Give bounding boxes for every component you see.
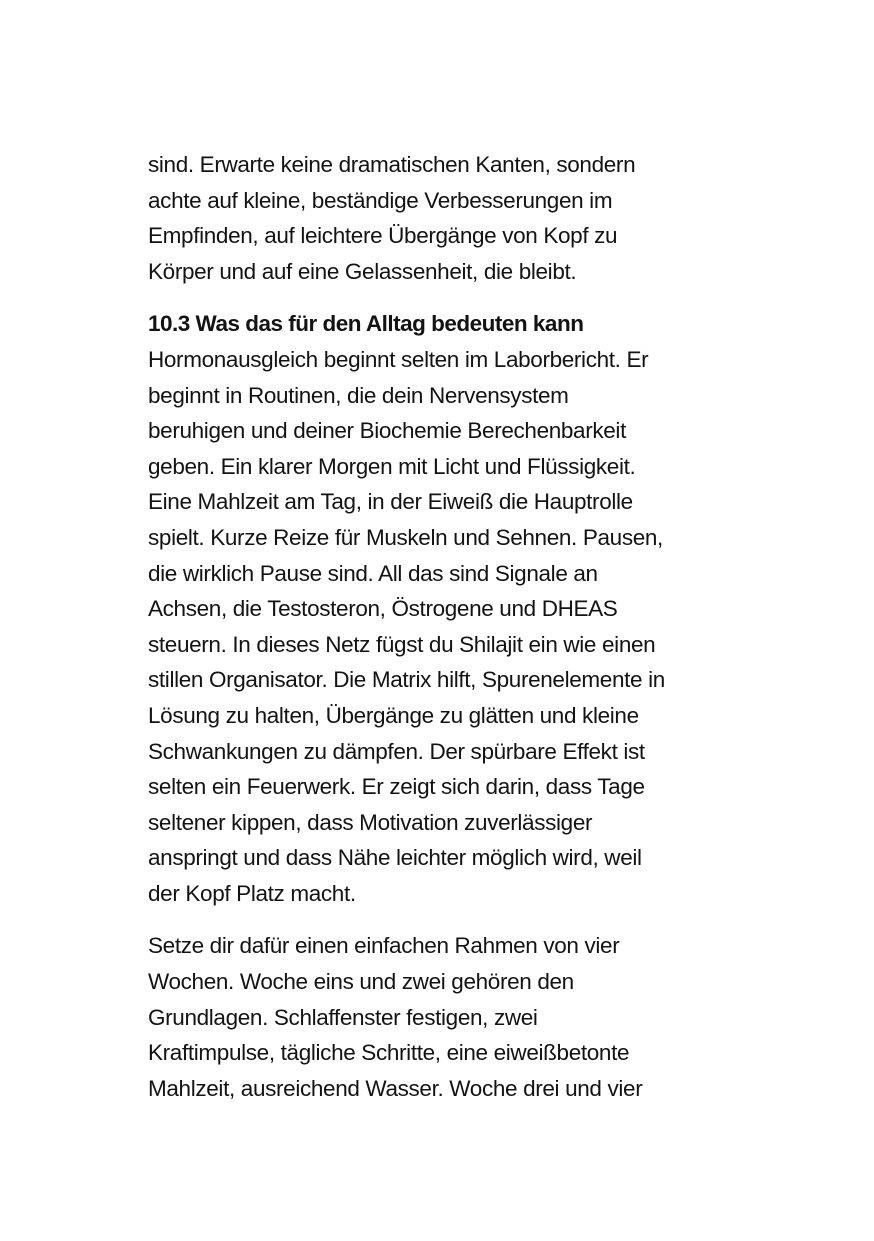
text-line: Empfinden, auf leichtere Übergänge von Kopf zu [148,223,618,249]
text-line: Lösung zu halten, Übergänge zu glätten und kleine [148,702,639,728]
section-10-3 [148,306,734,911]
text-line: der Kopf Platz macht. [148,880,356,906]
text-line: beruhigen und deiner Biochemie Berechenbarkeit [148,418,626,444]
paragraph-continuation [148,147,734,289]
text-line: geben. Ein klarer Morgen mit Licht und Flüssigkeit. [148,453,636,479]
text-line: Hormonausgleich beginnt selten im Laborbericht. Er [148,346,649,372]
text-line: Achsen, die Testosteron, Östrogene und DHEAS [148,596,618,622]
text-line: Wochen. Woche eins und zwei gehören den [148,969,574,995]
text-line: Körper und auf eine Gelassenheit, die bleibt. [148,258,577,284]
text-line: Grundlagen. Schlaffenster festigen, zwei [148,1004,538,1030]
text-line: steuern. In dieses Netz fügst du Shilajit ein wie einen [148,631,656,657]
text-line: Eine Mahlzeit am Tag, in der Eiweiß die Hauptrolle [148,489,633,515]
text-line: die wirklich Pause sind. All das sind Signale an [148,560,598,586]
text-line: selten ein Feuerwerk. Er zeigt sich darin, dass Tage [148,774,645,800]
text-line: Mahlzeit, ausreichend Wasser. Woche drei und vier [148,1075,643,1101]
text-line: beginnt in Routinen, die dein Nervensystem [148,382,569,408]
section-heading: 10.3 Was das für den Alltag bedeuten kann [148,311,584,337]
text-line: anspringt und dass Nähe leichter möglich wird, weil [148,845,642,871]
paragraph-four-week-plan [148,928,734,1106]
text-line: spielt. Kurze Reize für Muskeln und Sehnen. Pausen, [148,524,663,550]
text-line: sind. Erwarte keine dramatischen Kanten, sondern [148,152,636,177]
text-line: stillen Organisator. Die Matrix hilft, Spurenelemente in [148,667,665,693]
text-line: Kraftimpulse, tägliche Schritte, eine eiweißbetonte [148,1040,630,1066]
text-line: seltener kippen, dass Motivation zuverlässiger [148,809,593,835]
text-line: achte auf kleine, beständige Verbesserungen im [148,187,613,213]
text-column [148,147,734,1106]
text-line: Schwankungen zu dämpfen. Der spürbare Effekt ist [148,738,645,764]
text-line: Setze dir dafür einen einfachen Rahmen von vier [148,933,620,959]
